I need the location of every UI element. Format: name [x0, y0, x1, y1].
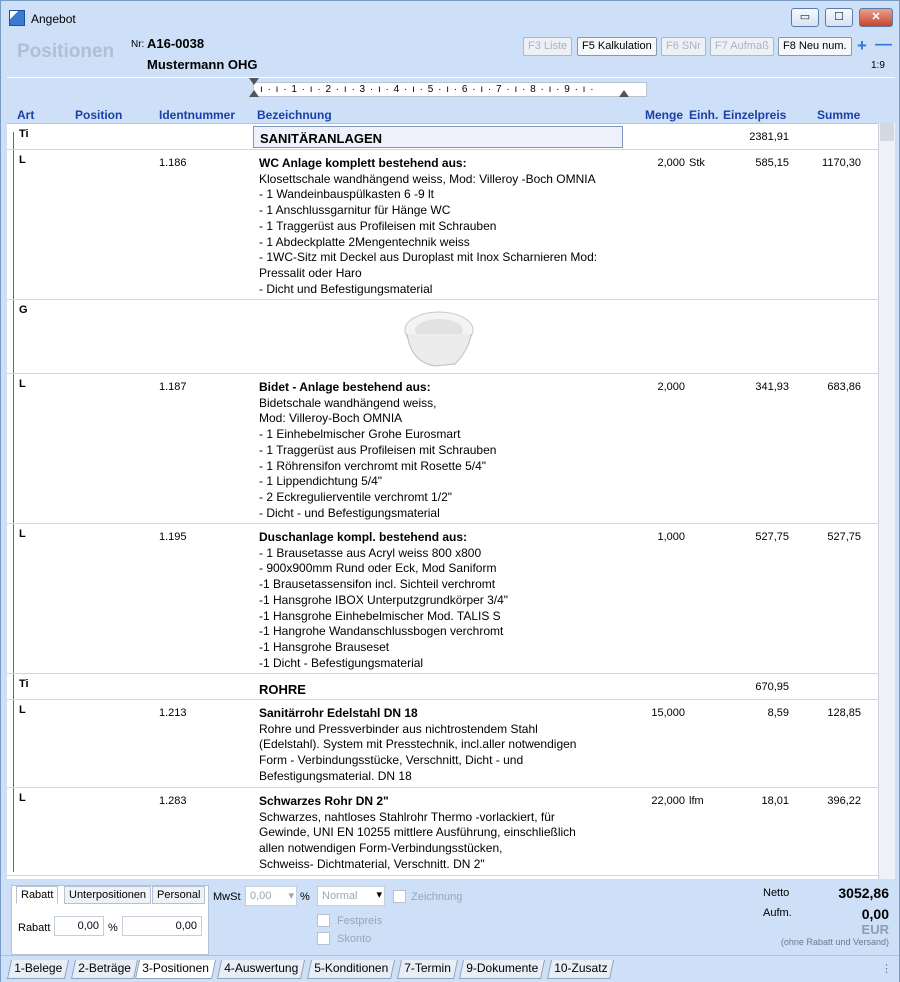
ident-number: 1.187 [159, 381, 187, 393]
unit-price: 585,15 [755, 157, 789, 169]
position-title: WC Anlage komplett bestehend aus: [259, 156, 467, 170]
col-menge[interactable]: Menge [645, 108, 684, 122]
desc-line: allen notwendigen Form-Verbindungsstücken, [259, 841, 503, 856]
art-type: L [19, 154, 26, 166]
skonto-checkbox[interactable] [317, 932, 330, 945]
position-title: Schwarzes Rohr DN 2" [259, 794, 389, 808]
unit-price: 341,93 [755, 381, 789, 393]
position-description[interactable] [259, 156, 629, 297]
group-row-sanitaer[interactable] [7, 124, 878, 150]
line-sum: 396,22 [827, 795, 861, 807]
netto-value: 3052,86 [838, 885, 889, 901]
zeichnung-checkbox[interactable] [393, 890, 406, 903]
position-row[interactable] [7, 524, 878, 674]
mwst-value: 0,00 [250, 890, 272, 902]
vertical-scrollbar[interactable] [878, 123, 895, 879]
desc-line: -1 Hansgrohe Brauseset [259, 639, 390, 654]
rabatt-percent-input[interactable]: 0,00 [54, 916, 104, 936]
quantity: 2,000 [657, 157, 685, 169]
ident-number: 1.213 [159, 707, 187, 719]
aufm-value: 0,00 [861, 906, 889, 922]
tab-unterpositionen[interactable]: Unterpositionen [64, 886, 151, 904]
nr-label: Nr: [131, 39, 145, 50]
ident-number: 1.195 [159, 531, 187, 543]
zoom-level: 1:9 [871, 60, 885, 71]
f3-liste-button[interactable]: F3 Liste [523, 37, 572, 56]
desc-line: - 1 Wandeinbauspülkasten 6 -9 lt [259, 187, 434, 202]
mwst-label: MwSt [213, 891, 241, 903]
group-sum: 2381,91 [749, 131, 789, 143]
desc-line: - 2 Eckregulierventile verchromt 1/2" [259, 489, 453, 504]
add-position-icon[interactable]: + [857, 36, 867, 55]
skonto-label: Skonto [337, 933, 372, 945]
tab-label: 2-Beträge [78, 961, 131, 975]
desc-line: - 1 Anschlussgarnitur für Hänge WC [259, 203, 451, 218]
desc-line: Form - Verbindungsstücke, Verschnitt, Dicht - und [259, 753, 524, 768]
desc-line: - 1 Brausetasse aus Acryl weiss 800 x800 [259, 545, 482, 560]
remove-position-icon[interactable]: — [875, 34, 892, 53]
totals-panel [7, 879, 895, 955]
position-title: Duschanlage kompl. bestehend aus: [259, 530, 468, 544]
discount-panel [11, 885, 209, 955]
desc-line: -1 Brausetassensifon incl. Sichteil verchromt [259, 577, 496, 592]
tab-personal[interactable]: Personal [152, 886, 205, 904]
unit-price: 527,75 [755, 531, 789, 543]
positions-grid[interactable] [7, 123, 878, 879]
desc-line: (Edelstahl). System mit Presstechnik, incl.aller notwendigen [259, 737, 577, 752]
desc-line: - Dicht und Befestigungsmaterial [259, 281, 433, 296]
ruler-bar [7, 77, 895, 103]
position-row[interactable] [7, 700, 878, 788]
desc-line: Mod: Villeroy-Boch OMNIA [259, 411, 403, 426]
position-description[interactable] [259, 794, 629, 873]
document-header [7, 31, 895, 77]
desc-line: - 1 Röhrensifon verchromt mit Rosette 5/4" [259, 458, 487, 473]
f7-aufmass-button[interactable]: F7 Aufmaß [710, 37, 774, 56]
rabatt-value-input[interactable]: 0,00 [122, 916, 202, 936]
quantity: 1,000 [657, 531, 685, 543]
totals-note: (ohne Rabatt und Versand) [780, 937, 889, 947]
desc-line: Rohre und Pressverbinder aus nichtrostendem Stahl [259, 721, 538, 736]
festpreis-checkbox[interactable] [317, 914, 330, 927]
tab-betraege[interactable] [71, 960, 138, 979]
image-row[interactable] [7, 300, 878, 374]
group-row-rohre[interactable] [7, 674, 878, 700]
position-title: Bidet - Anlage bestehend aus: [259, 380, 431, 394]
col-bezeichnung[interactable]: Bezeichnung [257, 108, 332, 122]
position-row[interactable] [7, 788, 878, 876]
desc-line: - 900x900mm Rund oder Eck, Mod Saniform [259, 561, 497, 576]
desc-line: -1 Hansgrohe Einhebelmischer Mod. TALIS S [259, 608, 501, 623]
unit-price: 18,01 [761, 795, 789, 807]
tab-belege[interactable] [7, 960, 69, 979]
col-einheit[interactable]: Einh. [689, 108, 719, 122]
festpreis-label: Festpreis [337, 915, 383, 927]
art-type: Ti [19, 128, 29, 140]
left-indent-marker-icon[interactable] [249, 78, 259, 85]
wc-image [395, 306, 475, 370]
position-description[interactable] [259, 706, 629, 785]
aufm-label: Aufm. [763, 907, 792, 919]
ident-number: 1.283 [159, 795, 187, 807]
col-identnummer[interactable]: Identnummer [159, 108, 236, 122]
mode-select[interactable] [317, 886, 385, 906]
art-type: G [19, 304, 28, 316]
tab-label: 9-Dokumente [466, 961, 539, 975]
position-description[interactable] [259, 530, 629, 671]
desc-line: - 1WC-Sitz mit Deckel aus Duroplast mit Inox Scharnieren Mod: [259, 250, 598, 265]
customer-name: Mustermann OHG [147, 57, 258, 72]
tab-label: 3-Positionen [142, 961, 209, 975]
window-title: Angebot [31, 12, 76, 26]
line-sum: 128,85 [827, 707, 861, 719]
col-einzelpreis[interactable]: Einzelpreis [723, 108, 787, 122]
unit: Stk [689, 157, 705, 169]
title-bar [1, 1, 899, 31]
desc-line: Befestigungsmaterial. DN 18 [259, 768, 412, 783]
currency: EUR [861, 922, 889, 937]
desc-line: -1 Hansgrohe IBOX Unterputzgrundkörper 3/4" [259, 592, 509, 607]
line-sum: 1170,30 [822, 157, 861, 169]
desc-line: Bidetschale wandhängend weiss, [259, 395, 437, 410]
maximize-button[interactable]: ☐ [825, 8, 853, 27]
f5-kalkulation-button[interactable]: F5 Kalkulation [577, 37, 657, 56]
line-sum: 683,86 [827, 381, 861, 393]
tab-dokumente[interactable] [459, 960, 545, 979]
zeichnung-label: Zeichnung [411, 891, 463, 903]
desc-line: - Dicht - und Befestigungsmaterial [259, 505, 440, 520]
rabatt-label: Rabatt [18, 922, 51, 934]
position-description[interactable] [259, 380, 629, 521]
section-title: Positionen [17, 41, 115, 62]
mode-value: Normal [322, 890, 358, 902]
right-margin-marker-icon[interactable] [619, 90, 629, 97]
mwst-select[interactable] [245, 886, 297, 906]
unit-price: 8,59 [767, 707, 789, 719]
group-title[interactable]: ROHRE [259, 682, 306, 697]
f6-snr-button[interactable]: F6 SNr [661, 37, 706, 56]
close-button[interactable]: ✕ [859, 8, 893, 27]
ruler-scale: ı · ı · 1 · ı · 2 · ı · 3 · ı · 4 · ı · 5 · ı · 6 · ı · 7 · ı · 8 · ı · 9 · ı · [260, 84, 595, 95]
desc-line: Pressalit oder Haro [259, 265, 362, 280]
desc-line: - 1 Einhebelmischer Grohe Eurosmart [259, 427, 461, 442]
unit: lfm [689, 795, 704, 807]
desc-line: -1 Hangrohe Wandanschlussbogen verchromt [259, 624, 504, 639]
line-sum: 527,75 [827, 531, 861, 543]
position-title: Sanitärrohr Edelstahl DN 18 [259, 706, 418, 720]
minimize-button[interactable]: ▭ [791, 8, 819, 27]
ident-number: 1.186 [159, 157, 187, 169]
netto-label: Netto [763, 887, 790, 899]
tab-label: 4-Auswertung [224, 961, 299, 975]
app-icon [9, 10, 25, 26]
chevron-down-icon: ▾ [288, 890, 294, 902]
desc-line: - 1 Traggerüst aus Profileisen mit Schrauben [259, 442, 497, 457]
quantity: 15,000 [651, 707, 685, 719]
art-type: L [19, 378, 26, 390]
art-type: Ti [19, 678, 29, 690]
tab-positionen[interactable] [135, 960, 216, 979]
quantity: 2,000 [657, 381, 685, 393]
art-type: L [19, 704, 26, 716]
desc-line: - 1 Traggerüst aus Profileisen mit Schrauben [259, 218, 497, 233]
tab-rabatt[interactable]: Rabatt [16, 886, 58, 904]
chevron-down-icon: ▾ [376, 889, 382, 901]
group-sum: 670,95 [755, 681, 789, 693]
text-ruler[interactable] [253, 82, 647, 97]
tab-label: 5-Konditionen [314, 961, 389, 975]
tab-konditionen[interactable] [307, 960, 395, 979]
col-summe[interactable]: Summe [817, 108, 861, 122]
left-margin-marker-icon[interactable] [249, 90, 259, 97]
tab-auswertung[interactable] [217, 960, 305, 979]
desc-line: Schwarzes, nahtloses Stahlrohr Thermo -vorlackiert, für [259, 809, 555, 824]
bottom-tab-bar [1, 955, 899, 982]
scroll-thumb[interactable] [880, 123, 894, 141]
col-position[interactable]: Position [75, 108, 123, 122]
tab-label: 10-Zusatz [554, 961, 608, 975]
mwst-percent-label: % [300, 891, 310, 903]
art-type: L [19, 528, 26, 540]
group-title[interactable]: SANITÄRANLAGEN [253, 126, 623, 148]
desc-line: -1 Dicht - Befestigungsmaterial [259, 655, 424, 670]
art-type: L [19, 792, 26, 804]
position-row[interactable] [7, 150, 878, 300]
col-art[interactable]: Art [17, 108, 35, 122]
tab-zusatz[interactable] [547, 960, 614, 979]
desc-line: Klosettschale wandhängend weiss, Mod: Villeroy -Boch OMNIA [259, 171, 596, 186]
desc-line: Gewinde, UNI EN 10255 mittlere Ausführung, einschließlich [259, 825, 576, 840]
tab-label: 1-Belege [14, 961, 63, 975]
column-header [7, 104, 895, 124]
desc-line: - 1 Abdeckplatte 2Mengentechnik weiss [259, 234, 470, 249]
desc-line: Schweiss- Dichtmaterial, Verschnitt. DN 2" [259, 856, 485, 871]
tab-label: 7-Termin [404, 961, 451, 975]
position-row[interactable] [7, 374, 878, 524]
tab-termin[interactable] [397, 960, 458, 979]
quantity: 22,000 [651, 795, 685, 807]
f8-neu-num-button[interactable]: F8 Neu num. [778, 37, 852, 56]
resize-grip-icon[interactable]: ⋮ [881, 963, 892, 975]
document-number: A16-0038 [147, 36, 205, 51]
percent-label: % [108, 922, 118, 934]
desc-line: - 1 Lippendichtung 5/4" [259, 474, 383, 489]
